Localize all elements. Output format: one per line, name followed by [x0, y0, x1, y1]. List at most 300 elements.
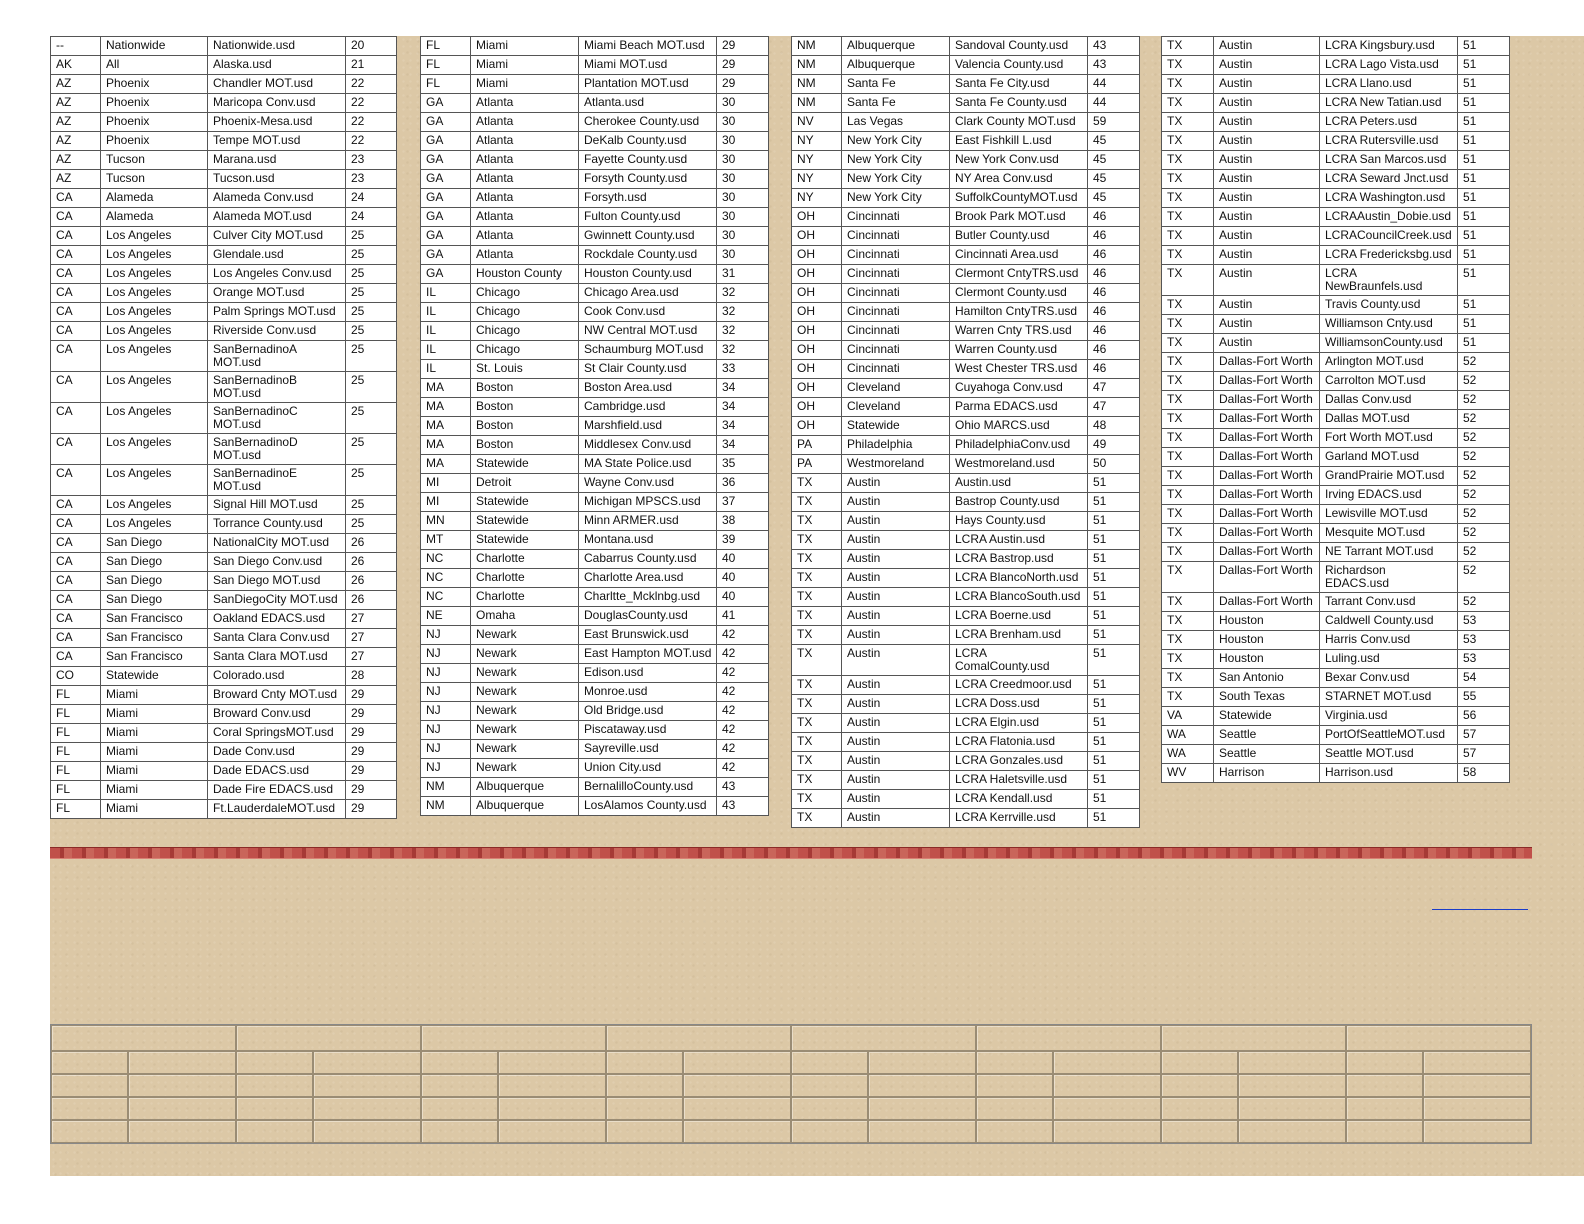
state-cell: MA	[421, 417, 471, 436]
region-cell: Dallas-Fort Worth	[1214, 562, 1320, 593]
table-row	[792, 645, 1140, 676]
grid-cell	[128, 1051, 236, 1074]
region-cell: Santa Fe	[842, 75, 950, 94]
region-cell: Los Angeles	[101, 246, 208, 265]
filename-cell: Dade Conv.usd	[208, 743, 346, 762]
table-row	[51, 781, 397, 800]
region-cell: Austin	[842, 588, 950, 607]
state-cell: GA	[421, 208, 471, 227]
filename-cell: LCRA Gonzales.usd	[950, 752, 1088, 771]
state-cell: TX	[1162, 113, 1214, 132]
region-cell: Harrison	[1214, 764, 1320, 783]
state-cell: GA	[421, 132, 471, 151]
page-number-cell: 57	[1458, 726, 1510, 745]
region-cell: Miami	[101, 762, 208, 781]
filename-cell: Irving EDACS.usd	[1320, 486, 1458, 505]
state-cell: TX	[1162, 391, 1214, 410]
region-cell: New York City	[842, 170, 950, 189]
region-cell: Philadelphia	[842, 436, 950, 455]
region-cell: Newark	[471, 626, 579, 645]
page-number-cell: 40	[717, 588, 769, 607]
filename-cell: DouglasCounty.usd	[579, 607, 717, 626]
filename-cell: Sayreville.usd	[579, 740, 717, 759]
page-number-cell: 51	[1088, 790, 1140, 809]
filename-cell: Santa Clara MOT.usd	[208, 648, 346, 667]
grid-cell	[51, 1051, 128, 1074]
state-cell: GA	[421, 246, 471, 265]
state-cell: TX	[1162, 227, 1214, 246]
region-cell: Westmoreland	[842, 455, 950, 474]
region-cell: Miami	[101, 724, 208, 743]
region-cell: Austin	[842, 626, 950, 645]
filename-cell: Sandoval County.usd	[950, 37, 1088, 56]
table-row	[792, 37, 1140, 56]
filename-cell: Virginia.usd	[1320, 707, 1458, 726]
filename-cell: Ohio MARCS.usd	[950, 417, 1088, 436]
table-row	[51, 341, 397, 372]
region-cell: Austin	[1214, 334, 1320, 353]
page-number-cell: 52	[1458, 448, 1510, 467]
grid-cell	[313, 1097, 421, 1120]
filename-cell: Tucson.usd	[208, 170, 346, 189]
state-cell: AZ	[51, 132, 101, 151]
table-row	[421, 493, 769, 512]
filename-cell: Atlanta.usd	[579, 94, 717, 113]
table-row	[421, 379, 769, 398]
state-cell: CA	[51, 515, 101, 534]
grid-cell	[128, 1097, 236, 1120]
grid-cell	[1161, 1120, 1238, 1143]
page-number-cell: 25	[346, 465, 397, 496]
filename-cell: PortOfSeattleMOT.usd	[1320, 726, 1458, 745]
page-number-cell: 51	[1458, 227, 1510, 246]
grid-cell	[1053, 1120, 1161, 1143]
page-number-cell: 52	[1458, 562, 1510, 593]
region-cell: Atlanta	[471, 132, 579, 151]
page-number-cell: 51	[1088, 474, 1140, 493]
filename-cell: East Hampton MOT.usd	[579, 645, 717, 664]
filename-cell: STARNET MOT.usd	[1320, 688, 1458, 707]
state-cell: TX	[1162, 467, 1214, 486]
region-cell: Austin	[1214, 170, 1320, 189]
region-cell: Statewide	[101, 667, 208, 686]
state-cell: TX	[792, 531, 842, 550]
state-cell: FL	[51, 743, 101, 762]
page-number-cell: 52	[1458, 391, 1510, 410]
region-cell: Omaha	[471, 607, 579, 626]
region-cell: Austin	[842, 676, 950, 695]
filename-cell: Nationwide.usd	[208, 37, 346, 56]
grid-cell	[236, 1074, 313, 1097]
state-cell: FL	[51, 705, 101, 724]
table-row	[51, 496, 397, 515]
page-number-cell: 51	[1088, 512, 1140, 531]
region-cell: Newark	[471, 702, 579, 721]
region-cell: Alameda	[101, 189, 208, 208]
page-number-cell: 36	[717, 474, 769, 493]
table-row	[421, 588, 769, 607]
page-number-cell: 52	[1458, 486, 1510, 505]
table-row	[792, 714, 1140, 733]
region-cell: Cincinnati	[842, 322, 950, 341]
region-cell: Houston	[1214, 631, 1320, 650]
region-cell: Dallas-Fort Worth	[1214, 429, 1320, 448]
state-cell: TX	[792, 809, 842, 828]
state-cell: CA	[51, 434, 101, 465]
table-row	[51, 629, 397, 648]
region-cell: San Diego	[101, 572, 208, 591]
state-cell: OH	[792, 227, 842, 246]
state-cell: FL	[421, 75, 471, 94]
grid-cell	[1346, 1051, 1423, 1074]
grid-cell	[1238, 1120, 1346, 1143]
table-row	[421, 132, 769, 151]
state-cell: WA	[1162, 726, 1214, 745]
region-cell: Dallas-Fort Worth	[1214, 448, 1320, 467]
page-number-cell: 46	[1088, 246, 1140, 265]
filename-cell: Riverside Conv.usd	[208, 322, 346, 341]
page-number-cell: 25	[346, 246, 397, 265]
grid-cell	[1423, 1051, 1531, 1074]
page-number-cell: 43	[1088, 37, 1140, 56]
table-row	[792, 417, 1140, 436]
region-cell: Austin	[1214, 37, 1320, 56]
state-cell: TX	[1162, 246, 1214, 265]
table-row	[421, 303, 769, 322]
page-number-cell: 53	[1458, 650, 1510, 669]
filename-cell: Clark County MOT.usd	[950, 113, 1088, 132]
filename-cell: San Diego Conv.usd	[208, 553, 346, 572]
filename-cell: Harris Conv.usd	[1320, 631, 1458, 650]
region-cell: Atlanta	[471, 227, 579, 246]
filename-cell: Santa Clara Conv.usd	[208, 629, 346, 648]
page-number-cell: 40	[717, 569, 769, 588]
grid-cell	[128, 1120, 236, 1143]
region-cell: Austin	[1214, 246, 1320, 265]
state-cell: NM	[792, 56, 842, 75]
page-number-cell: 29	[717, 37, 769, 56]
page-number-cell: 38	[717, 512, 769, 531]
page-number-cell: 46	[1088, 341, 1140, 360]
region-cell: San Francisco	[101, 648, 208, 667]
filename-cell: Dallas MOT.usd	[1320, 410, 1458, 429]
region-cell: Austin	[842, 714, 950, 733]
table-row	[421, 759, 769, 778]
region-cell: Los Angeles	[101, 372, 208, 403]
page-number-cell: 51	[1458, 189, 1510, 208]
table-row	[792, 113, 1140, 132]
page-number-cell: 51	[1088, 695, 1140, 714]
filename-cell: NY Area Conv.usd	[950, 170, 1088, 189]
state-cell: NJ	[421, 759, 471, 778]
state-cell: OH	[792, 322, 842, 341]
filename-cell: Miami MOT.usd	[579, 56, 717, 75]
table-row	[51, 553, 397, 572]
index-column-2	[420, 36, 769, 816]
region-cell: Dallas-Fort Worth	[1214, 353, 1320, 372]
state-cell: NY	[792, 132, 842, 151]
page-number-cell: 29	[346, 762, 397, 781]
filename-cell: St Clair County.usd	[579, 360, 717, 379]
filename-cell: Marana.usd	[208, 151, 346, 170]
region-cell: San Francisco	[101, 610, 208, 629]
filename-cell: LCRACouncilCreek.usd	[1320, 227, 1458, 246]
state-cell: TX	[792, 474, 842, 493]
filename-cell: LCRA Elgin.usd	[950, 714, 1088, 733]
filename-cell: Clermont CntyTRS.usd	[950, 265, 1088, 284]
filename-cell: Wayne Conv.usd	[579, 474, 717, 493]
region-cell: Los Angeles	[101, 465, 208, 496]
table-row	[51, 170, 397, 189]
filename-cell: Edison.usd	[579, 664, 717, 683]
grid-cell	[976, 1120, 1053, 1143]
region-cell: Austin	[1214, 296, 1320, 315]
filename-cell: Tarrant Conv.usd	[1320, 593, 1458, 612]
state-cell: CA	[51, 534, 101, 553]
region-cell: Chicago	[471, 303, 579, 322]
grid-row	[51, 1097, 1531, 1120]
region-cell: Austin	[842, 809, 950, 828]
region-cell: Miami	[101, 743, 208, 762]
table-row	[51, 705, 397, 724]
table-row	[1162, 486, 1510, 505]
filename-cell: LCRA Kingsbury.usd	[1320, 37, 1458, 56]
page-number-cell: 34	[717, 436, 769, 455]
state-cell: GA	[421, 227, 471, 246]
table-row	[421, 645, 769, 664]
filename-cell: Los Angeles Conv.usd	[208, 265, 346, 284]
state-cell: TX	[1162, 486, 1214, 505]
filename-cell: LCRA Austin.usd	[950, 531, 1088, 550]
region-cell: Chicago	[471, 284, 579, 303]
table-row	[792, 474, 1140, 493]
region-cell: Austin	[1214, 75, 1320, 94]
state-cell: OH	[792, 246, 842, 265]
state-cell: GA	[421, 113, 471, 132]
table-row	[792, 531, 1140, 550]
table-row	[421, 664, 769, 683]
state-cell: GA	[421, 170, 471, 189]
page-number-cell: 31	[717, 265, 769, 284]
state-cell: IL	[421, 303, 471, 322]
page-number-cell: 45	[1088, 151, 1140, 170]
page-number-cell: 42	[717, 626, 769, 645]
region-cell: Dallas-Fort Worth	[1214, 505, 1320, 524]
filename-cell: LCRA Doss.usd	[950, 695, 1088, 714]
state-cell: CA	[51, 553, 101, 572]
filename-cell: Clermont County.usd	[950, 284, 1088, 303]
state-cell: MA	[421, 455, 471, 474]
region-cell: Miami	[101, 705, 208, 724]
page-number-cell: 43	[717, 797, 769, 816]
page-number-cell: 29	[346, 724, 397, 743]
state-cell: TX	[792, 733, 842, 752]
state-cell: CA	[51, 208, 101, 227]
grid-cell	[498, 1097, 606, 1120]
region-cell: San Diego	[101, 553, 208, 572]
filename-cell: Warren Cnty TRS.usd	[950, 322, 1088, 341]
table-row	[1162, 208, 1510, 227]
page-number-cell: 42	[717, 721, 769, 740]
filename-cell: San Diego MOT.usd	[208, 572, 346, 591]
state-cell: VA	[1162, 707, 1214, 726]
filename-cell: Garland MOT.usd	[1320, 448, 1458, 467]
grid-cell	[1238, 1051, 1346, 1074]
filename-cell: Rockdale County.usd	[579, 246, 717, 265]
grid-cell	[128, 1074, 236, 1097]
region-cell: Los Angeles	[101, 341, 208, 372]
filename-cell: LCRA Peters.usd	[1320, 113, 1458, 132]
table-row	[1162, 391, 1510, 410]
grid-cell	[1053, 1074, 1161, 1097]
filename-cell: Travis County.usd	[1320, 296, 1458, 315]
state-cell: NC	[421, 550, 471, 569]
region-cell: Dallas-Fort Worth	[1214, 486, 1320, 505]
filename-cell: Phoenix-Mesa.usd	[208, 113, 346, 132]
grid-cell	[791, 1074, 868, 1097]
grid-header-cell	[1161, 1025, 1346, 1051]
grid-row	[51, 1051, 1531, 1074]
table-row	[1162, 94, 1510, 113]
table-row	[51, 113, 397, 132]
state-cell: NM	[792, 37, 842, 56]
filename-cell: LCRA Seward Jnct.usd	[1320, 170, 1458, 189]
grid-cell	[498, 1074, 606, 1097]
state-cell: OH	[792, 360, 842, 379]
table-row	[792, 284, 1140, 303]
page-number-cell: 32	[717, 303, 769, 322]
region-cell: Boston	[471, 379, 579, 398]
table-row	[1162, 612, 1510, 631]
file-index-table	[50, 36, 397, 819]
table-row	[792, 569, 1140, 588]
state-cell: GA	[421, 94, 471, 113]
state-cell: NE	[421, 607, 471, 626]
state-cell: NC	[421, 588, 471, 607]
table-row	[421, 607, 769, 626]
page-number-cell: 42	[717, 740, 769, 759]
region-cell: Los Angeles	[101, 434, 208, 465]
state-cell: PA	[792, 455, 842, 474]
region-cell: Austin	[1214, 132, 1320, 151]
state-cell: NV	[792, 113, 842, 132]
state-cell: TX	[792, 512, 842, 531]
page-number-cell: 23	[346, 151, 397, 170]
table-row	[421, 531, 769, 550]
filename-cell: Broward Cnty MOT.usd	[208, 686, 346, 705]
table-row	[51, 37, 397, 56]
page-number-cell: 24	[346, 208, 397, 227]
region-cell: San Antonio	[1214, 669, 1320, 688]
page-number-cell: 51	[1458, 315, 1510, 334]
page-number-cell: 52	[1458, 467, 1510, 486]
link-underline[interactable]	[1432, 909, 1528, 910]
decorative-divider-bar	[50, 847, 1532, 859]
grid-cell	[606, 1120, 683, 1143]
filename-cell: Glendale.usd	[208, 246, 346, 265]
region-cell: San Diego	[101, 591, 208, 610]
filename-cell: Hamilton CntyTRS.usd	[950, 303, 1088, 322]
state-cell: AZ	[51, 113, 101, 132]
filename-cell: Gwinnett County.usd	[579, 227, 717, 246]
region-cell: Nationwide	[101, 37, 208, 56]
state-cell: FL	[421, 37, 471, 56]
region-cell: Houston	[1214, 650, 1320, 669]
grid-header-cell	[421, 1025, 606, 1051]
filename-cell: Seattle MOT.usd	[1320, 745, 1458, 764]
state-cell: TX	[1162, 265, 1214, 296]
region-cell: Austin	[1214, 265, 1320, 296]
filename-cell: SanBernadinoE MOT.usd	[208, 465, 346, 496]
filename-cell: Union City.usd	[579, 759, 717, 778]
filename-cell: NE Tarrant MOT.usd	[1320, 543, 1458, 562]
table-row	[51, 132, 397, 151]
grid-cell	[236, 1120, 313, 1143]
state-cell: FL	[51, 781, 101, 800]
filename-cell: Chicago Area.usd	[579, 284, 717, 303]
page-number-cell: 47	[1088, 398, 1140, 417]
page-number-cell: 30	[717, 170, 769, 189]
page-number-cell: 51	[1088, 588, 1140, 607]
filename-cell: Charltte_Mcklnbg.usd	[579, 588, 717, 607]
region-cell: Charlotte	[471, 588, 579, 607]
grid-cell	[606, 1051, 683, 1074]
region-cell: Boston	[471, 417, 579, 436]
region-cell: Austin	[1214, 94, 1320, 113]
region-cell: Albuquerque	[842, 56, 950, 75]
page-number-cell: 20	[346, 37, 397, 56]
state-cell: NJ	[421, 664, 471, 683]
region-cell: Statewide	[471, 531, 579, 550]
state-cell: TX	[1162, 56, 1214, 75]
region-cell: Newark	[471, 740, 579, 759]
table-row	[792, 790, 1140, 809]
table-row	[792, 733, 1140, 752]
page-number-cell: 59	[1088, 113, 1140, 132]
region-cell: Newark	[471, 721, 579, 740]
page-number-cell: 35	[717, 455, 769, 474]
table-row	[51, 322, 397, 341]
grid-cell	[498, 1120, 606, 1143]
filename-cell: LCRA BlancoNorth.usd	[950, 569, 1088, 588]
region-cell: Statewide	[471, 455, 579, 474]
grid-cell	[1053, 1097, 1161, 1120]
region-cell: Chicago	[471, 322, 579, 341]
page-number-cell: 22	[346, 132, 397, 151]
table-row	[792, 189, 1140, 208]
table-row	[792, 436, 1140, 455]
table-row	[792, 360, 1140, 379]
table-row	[792, 56, 1140, 75]
page-number-cell: 47	[1088, 379, 1140, 398]
state-cell: CA	[51, 372, 101, 403]
state-cell: WV	[1162, 764, 1214, 783]
state-cell: TX	[1162, 688, 1214, 707]
table-row	[51, 667, 397, 686]
state-cell: OH	[792, 303, 842, 322]
page-number-cell: 51	[1088, 676, 1140, 695]
table-row	[792, 94, 1140, 113]
state-cell: TX	[1162, 132, 1214, 151]
table-row	[421, 417, 769, 436]
filename-cell: Cuyahoga Conv.usd	[950, 379, 1088, 398]
filename-cell: LCRA New Tatian.usd	[1320, 94, 1458, 113]
page-number-cell: 51	[1458, 37, 1510, 56]
table-row	[421, 512, 769, 531]
table-row	[51, 56, 397, 75]
state-cell: OH	[792, 341, 842, 360]
filename-cell: East Brunswick.usd	[579, 626, 717, 645]
